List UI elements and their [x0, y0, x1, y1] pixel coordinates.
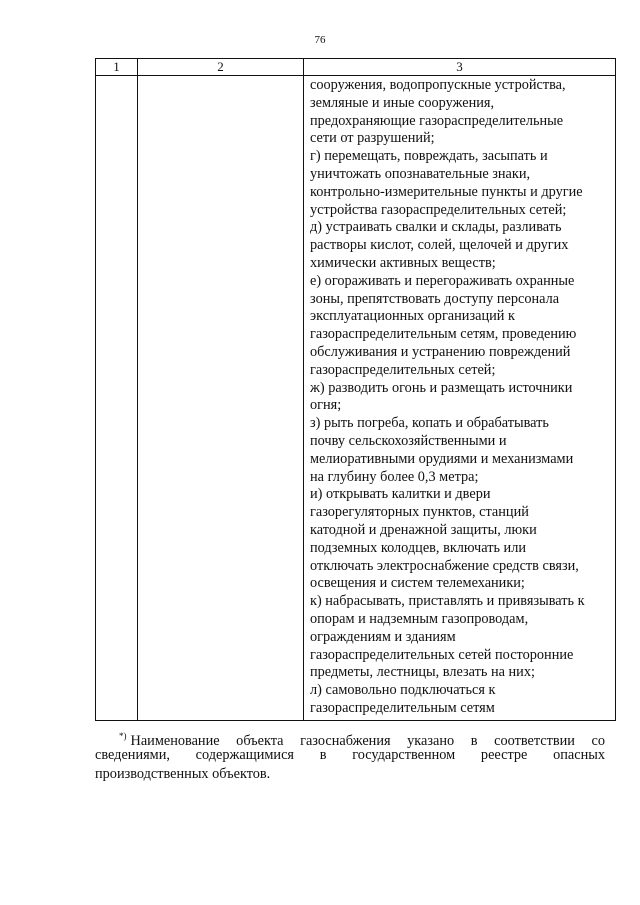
text-line: предметы, лестницы, влезать на них; — [310, 664, 535, 681]
text-line: мелиоративными орудиями и механизмами — [310, 450, 574, 467]
cell-col2 — [138, 76, 304, 721]
page-number: 76 — [314, 34, 326, 46]
footnote-marker: *) — [119, 731, 127, 741]
text-line: сети от разрушений; — [310, 130, 435, 147]
text-line: ж) разводить огонь и размещать источники — [310, 379, 573, 396]
text-line: ограждениям и зданиям — [310, 628, 456, 645]
text-line: устройства газораспределительных сетей; — [310, 201, 567, 218]
restrictions-text — [304, 76, 615, 720]
text-line: земляные и иные сооружения, — [310, 94, 495, 111]
footnote-line-2: сведениями, содержащимися в государственном реестре опасных — [95, 747, 605, 763]
footnote-text-1: Наименование объекта газоснабжения указано в соответствии со — [130, 732, 605, 749]
column-header-1: 1 — [96, 59, 138, 76]
text-line: опорам и надземным газопроводам, — [310, 610, 529, 627]
text-line: е) огораживать и перегораживать охранные — [310, 272, 575, 289]
text-line: контрольно-измерительные пункты и другие — [310, 183, 583, 200]
text-line: освещения и систем телемеханики; — [310, 575, 525, 592]
footnote-line-3: производственных объектов. — [95, 766, 271, 782]
column-header-2: 2 — [138, 59, 304, 76]
text-line: л) самовольно подключаться к — [310, 682, 496, 699]
column-header-3: 3 — [304, 59, 616, 76]
text-line: газораспределительных сетей посторонние — [310, 646, 574, 663]
requirements-table — [95, 58, 616, 721]
text-line: отключать электроснабжение средств связи, — [310, 557, 579, 574]
text-line: почву сельскохозяйственными и — [310, 432, 507, 449]
text-line: и) открывать калитки и двери — [310, 486, 491, 503]
text-line: д) устраивать свалки и склады, разливать — [310, 219, 562, 236]
text-line: эксплуатационных организаций к — [310, 308, 515, 325]
table-header-row — [96, 59, 616, 76]
text-line: г) перемещать, повреждать, засыпать и — [310, 148, 548, 165]
text-line: газораспределительных сетей; — [310, 361, 496, 378]
text-line: предохраняющие газораспределительные — [310, 112, 564, 129]
table-row — [96, 76, 616, 721]
footnote-line-1 — [95, 727, 605, 749]
text-line: з) рыть погреба, копать и обрабатывать — [310, 415, 549, 432]
text-line: подземных колодцев, включать или — [310, 539, 526, 556]
cell-col1 — [96, 76, 138, 721]
text-line: сооружения, водопропускные устройства, — [310, 77, 566, 93]
text-line: газораспределительным сетям, проведению — [310, 326, 577, 343]
text-line: катодной и дренажной защиты, люки — [310, 521, 537, 538]
footnote — [95, 727, 605, 784]
text-line: обслуживания и устранению повреждений — [310, 343, 571, 360]
text-line: химически активных веществ; — [310, 254, 496, 271]
text-line: растворы кислот, солей, щелочей и других — [310, 237, 569, 254]
cell-col3 — [304, 76, 616, 721]
text-line: зоны, препятствовать доступу персонала — [310, 290, 560, 307]
text-line: к) набрасывать, приставлять и привязывать к — [310, 593, 585, 610]
text-line: газораспределительным сетям — [310, 699, 495, 716]
text-line: газорегуляторных пунктов, станций — [310, 504, 529, 521]
text-line: уничтожать опознавательные знаки, — [310, 165, 531, 182]
text-line: на глубину более 0,3 метра; — [310, 468, 479, 485]
text-line: огня; — [310, 397, 342, 414]
